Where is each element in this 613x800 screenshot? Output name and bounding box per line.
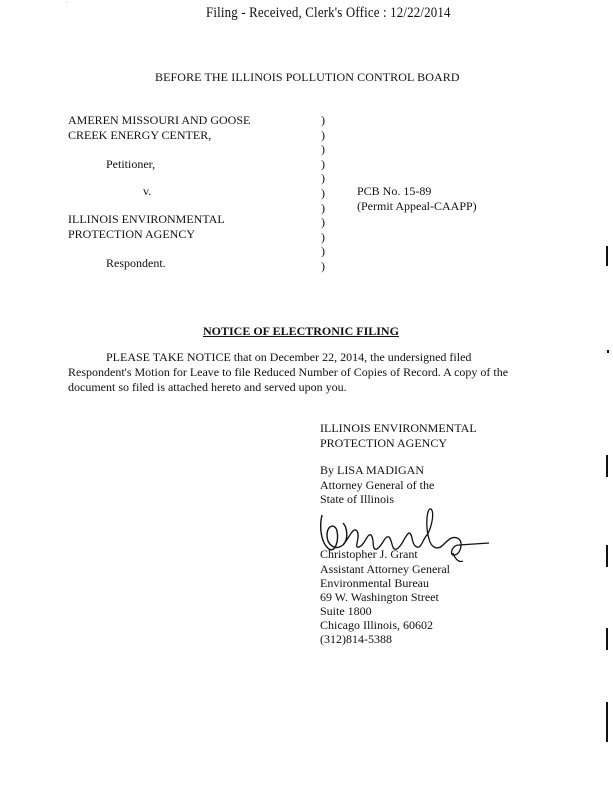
- phone-number: (312)814-5388: [320, 632, 392, 646]
- caption-paren: ): [321, 215, 325, 230]
- scan-corner-mark: ·: [66, 0, 68, 6]
- petitioner-name-line2: CREEK ENERGY CENTER,: [68, 128, 212, 142]
- caption-paren: ): [321, 113, 325, 127]
- scan-edge-mark: [606, 455, 608, 477]
- caption-paren: ): [321, 185, 325, 200]
- petitioner-role: Petitioner,: [106, 157, 156, 171]
- caption-paren: ): [321, 258, 325, 273]
- bureau-name: Environmental Bureau: [320, 576, 429, 590]
- respondent-name-line1: ILLINOIS ENVIRONMENTAL: [68, 212, 225, 226]
- notice-title: NOTICE OF ELECTRONIC FILING: [203, 324, 399, 338]
- caption-paren: ): [321, 171, 325, 186]
- attorney-general-line2: State of Illinois: [320, 492, 394, 506]
- respondent-role: Respondent.: [106, 256, 166, 270]
- caption-paren: ): [321, 229, 325, 244]
- case-number: PCB No. 15-89: [357, 184, 432, 198]
- scan-edge-mark: [606, 628, 608, 650]
- caption-paren: ): [321, 244, 325, 259]
- notice-body-text: PLEASE TAKE NOTICE that on December 22, 2014, the undersigned filed Respondent's Motion for Leave to file Reduced Number of Copies of Record. A copy of the document so filed is attached hereto and served upon you.: [68, 350, 509, 394]
- caption-paren: ): [321, 200, 325, 215]
- caption-paren: ): [321, 127, 325, 142]
- scan-edge-mark: [606, 702, 608, 742]
- attorney-name: Christopher J. Grant: [320, 547, 418, 561]
- attorney-title: Assistant Attorney General: [320, 562, 450, 576]
- case-type: (Permit Appeal-CAAPP): [357, 199, 477, 213]
- caption-paren-column: [321, 113, 329, 274]
- caption-paren: ): [321, 156, 325, 171]
- caption-paren: ): [321, 142, 325, 157]
- street-address: 69 W. Washington Street: [320, 590, 439, 604]
- by-line: By LISA MADIGAN: [320, 463, 425, 477]
- attorney-general-line1: Attorney General of the: [320, 478, 435, 492]
- suite-number: Suite 1800: [320, 604, 372, 618]
- agency-name-line2: PROTECTION AGENCY: [320, 436, 448, 450]
- board-title: BEFORE THE ILLINOIS POLLUTION CONTROL BOARD: [155, 70, 460, 84]
- scan-edge-mark: [607, 350, 609, 353]
- scan-edge-mark: [606, 246, 608, 266]
- scan-edge-mark: [606, 545, 608, 567]
- respondent-name-line2: PROTECTION AGENCY: [68, 227, 196, 241]
- city-state-zip: Chicago Illinois, 60602: [320, 618, 433, 632]
- versus-label: v.: [143, 184, 152, 198]
- petitioner-name-line1: AMEREN MISSOURI AND GOOSE: [68, 113, 251, 127]
- notice-body: [68, 350, 528, 395]
- filing-stamp-header: Filing - Received, Clerk's Office : 12/22/2014: [206, 5, 451, 21]
- agency-name-line1: ILLINOIS ENVIRONMENTAL: [320, 421, 477, 435]
